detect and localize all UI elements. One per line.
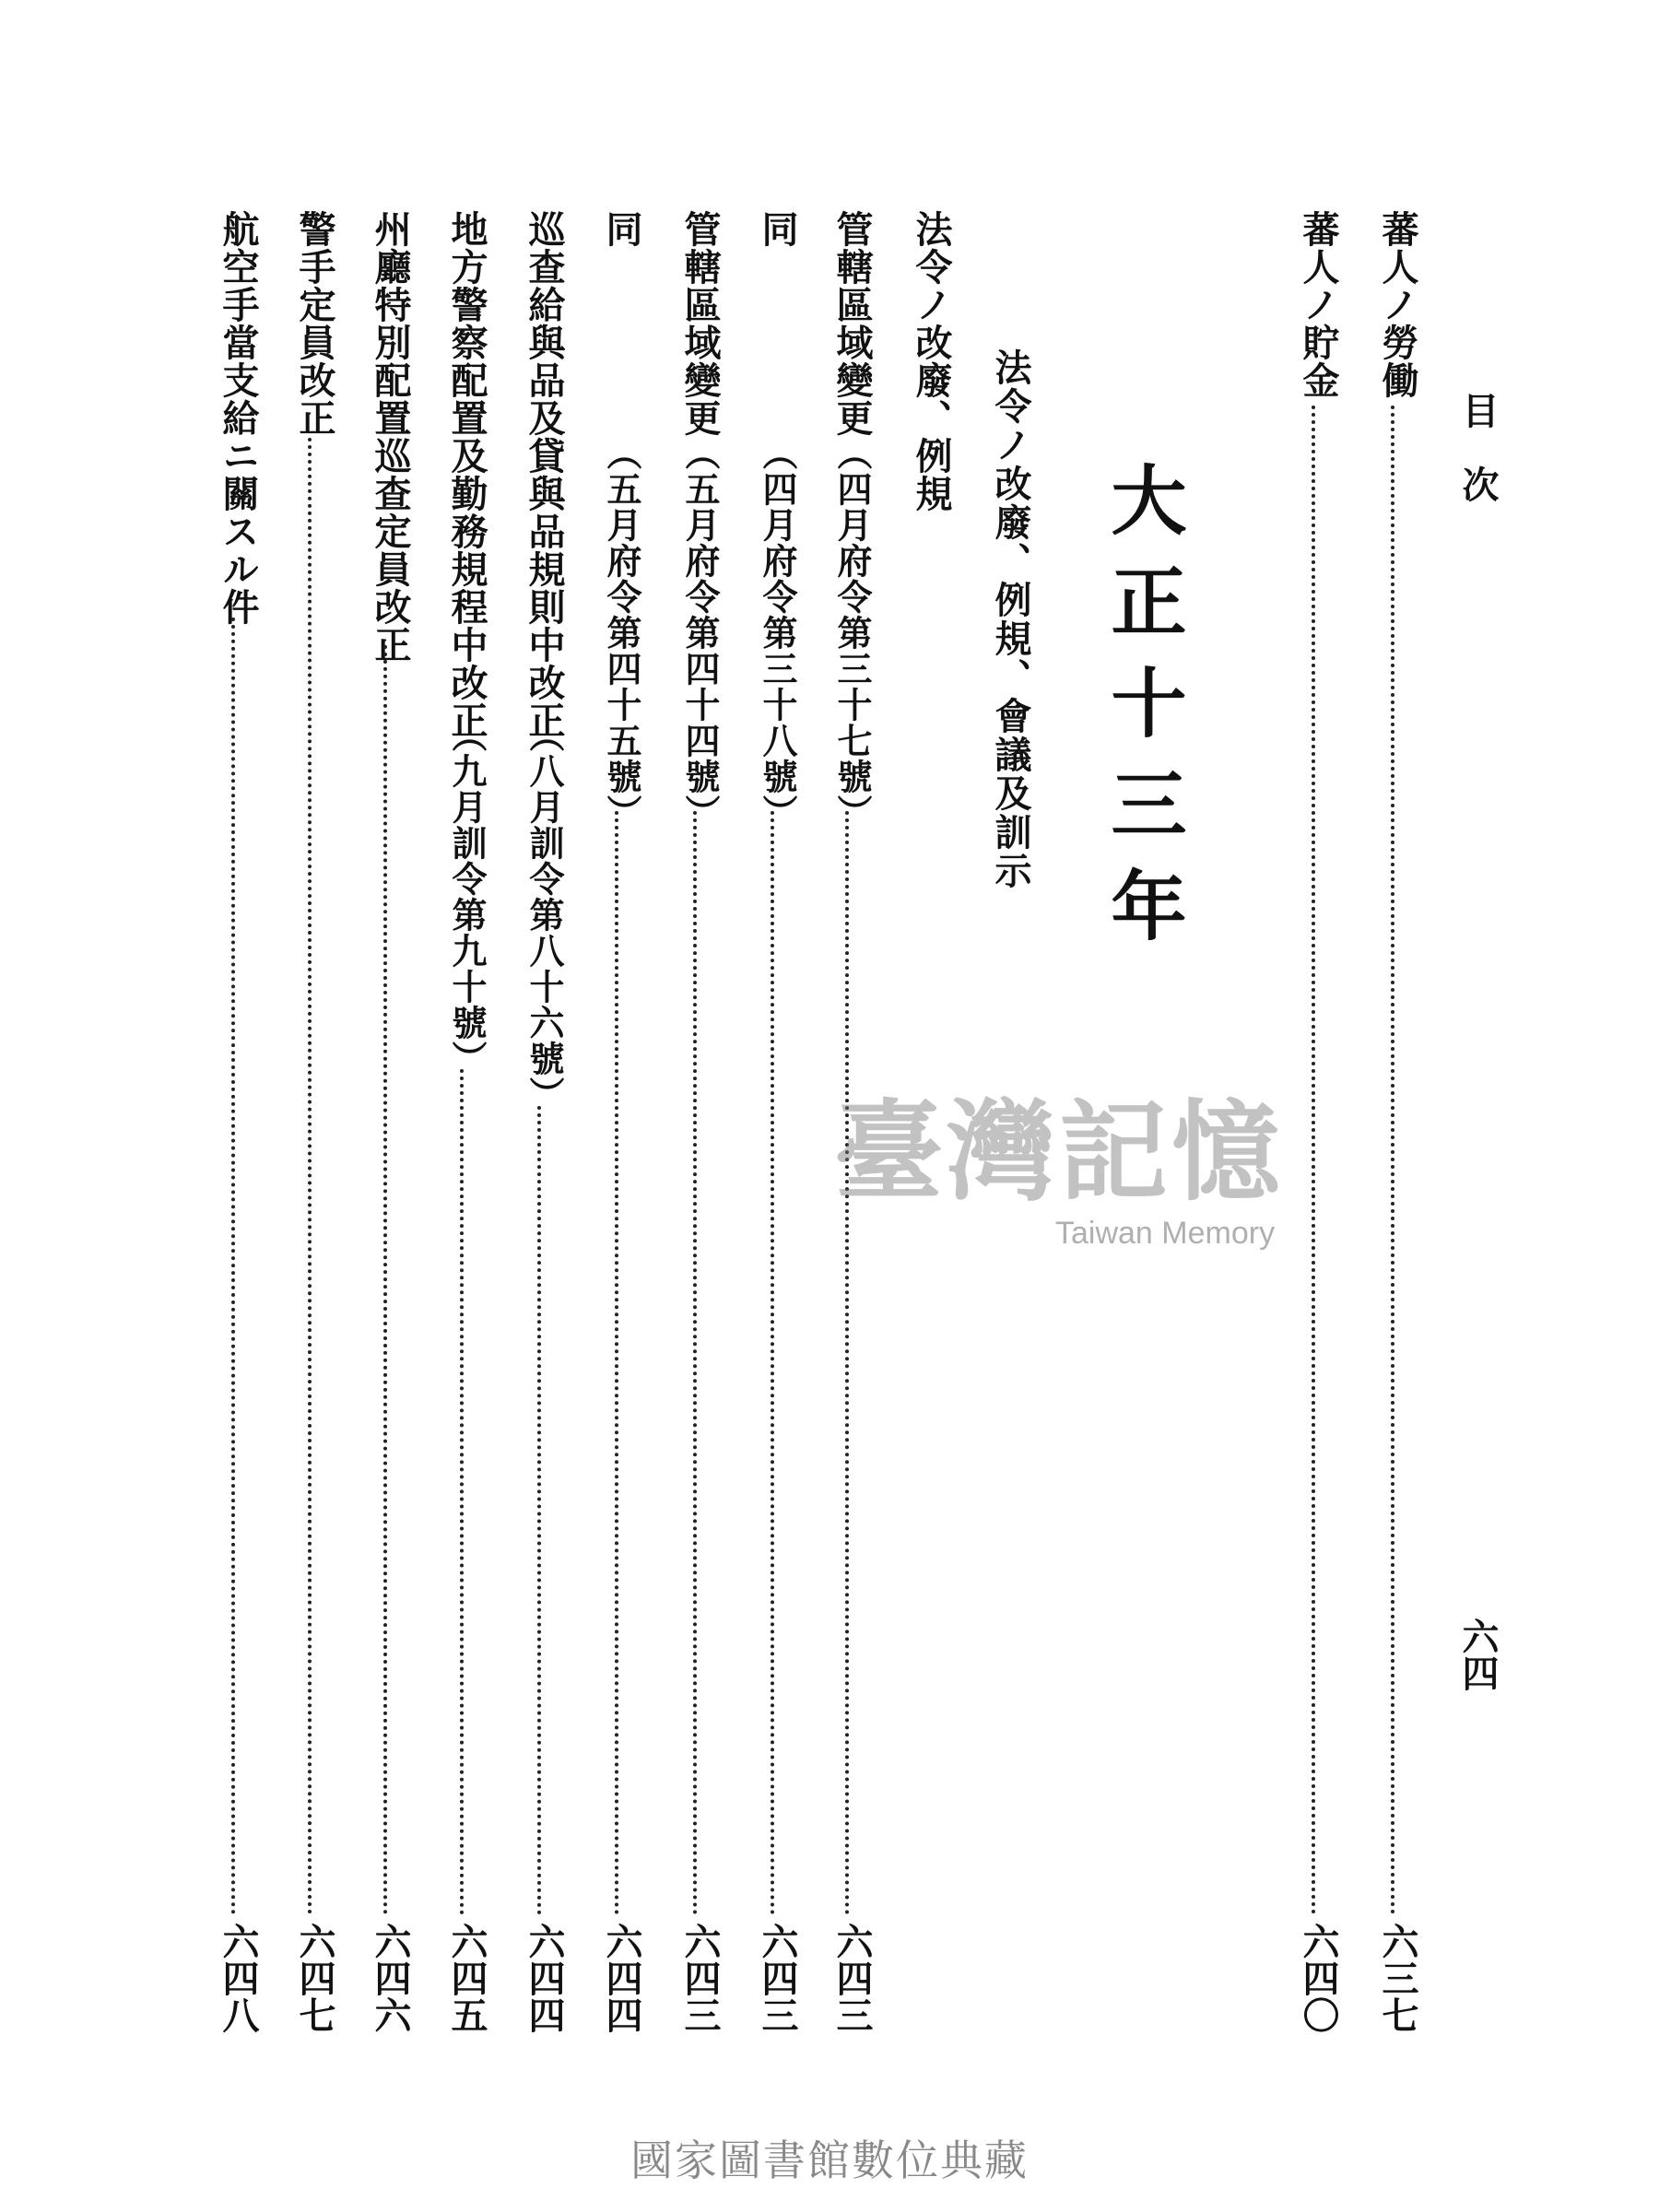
entry-reference: （五月府令第四十四號） [679,435,721,830]
leader-dots [308,438,312,1915]
leader-dots [383,645,387,1915]
entry-reference: （九月訓令第九十號） [446,717,488,1077]
entry-title: 警手定員改正 [293,210,336,437]
watermark [834,1065,1284,1252]
header-title: 目次 [1456,392,1500,539]
entry-reference: （四月府令第三十七號） [831,435,873,830]
leader-dots [845,811,849,1915]
footer-archive-label: 國家圖書館數位典藏 [630,2136,1029,2185]
entry-title: 同 [756,210,799,248]
entry-title: 管轄區域變更 [678,210,722,437]
entry-title: 管轄區域變更 [830,210,874,437]
entry-page: 六三七 [1376,1923,1419,2033]
header-page-number: 六四 [1456,1618,1500,1691]
entry-reference: （四月府令第三十八號） [757,435,798,830]
entry-title: 同 [600,210,643,248]
entry-page: 六四五 [445,1923,488,2033]
entry-page: 六四七 [293,1923,336,2033]
leader-dots [615,811,618,1915]
leader-dots [460,1069,464,1915]
leader-dots [771,811,774,1915]
entry-page: 六四〇 [1297,1923,1340,2033]
entry-page: 六四八 [217,1923,260,2033]
entry-page: 六四六 [369,1923,412,2033]
leader-dots [231,618,235,1915]
subheading: 法令ノ改廢、例規 [910,210,953,512]
entry-page: 六四四 [600,1923,643,2033]
section-heading: 法令ノ改廢、例規、會議及訓示 [989,348,1032,890]
year-heading: 大正十三年 [1099,461,1187,968]
entry-page: 六四三 [756,1923,799,2033]
entry-page: 六四三 [830,1923,874,2033]
entry-reference: （五月府令第四十五號） [601,435,642,830]
watermark-cjk: 臺灣記憶 [834,1088,1285,1216]
entry-title: 蕃人ノ貯金 [1297,210,1340,399]
entry-title: 州廳特別配置巡查定員改正 [369,210,412,664]
watermark-en: Taiwan Memory [1055,1216,1276,1251]
leader-dots [1391,406,1394,1915]
entry-title: 航空手當支給ニ關スル件 [217,210,260,626]
entry-page: 六四四 [523,1923,566,2033]
leader-dots [1312,406,1315,1915]
leader-dots [693,811,697,1915]
entry-title: 地方警察配置及勤務規程中改正 [445,210,488,739]
leader-dots [537,1106,541,1915]
entry-title: 蕃人ノ勞働 [1376,210,1419,399]
entry-page: 六四三 [678,1923,722,2033]
entry-title: 巡查給與品及貸與品規則中改正 [523,210,566,739]
entry-reference: （八月訓令第八十六號） [524,717,565,1112]
